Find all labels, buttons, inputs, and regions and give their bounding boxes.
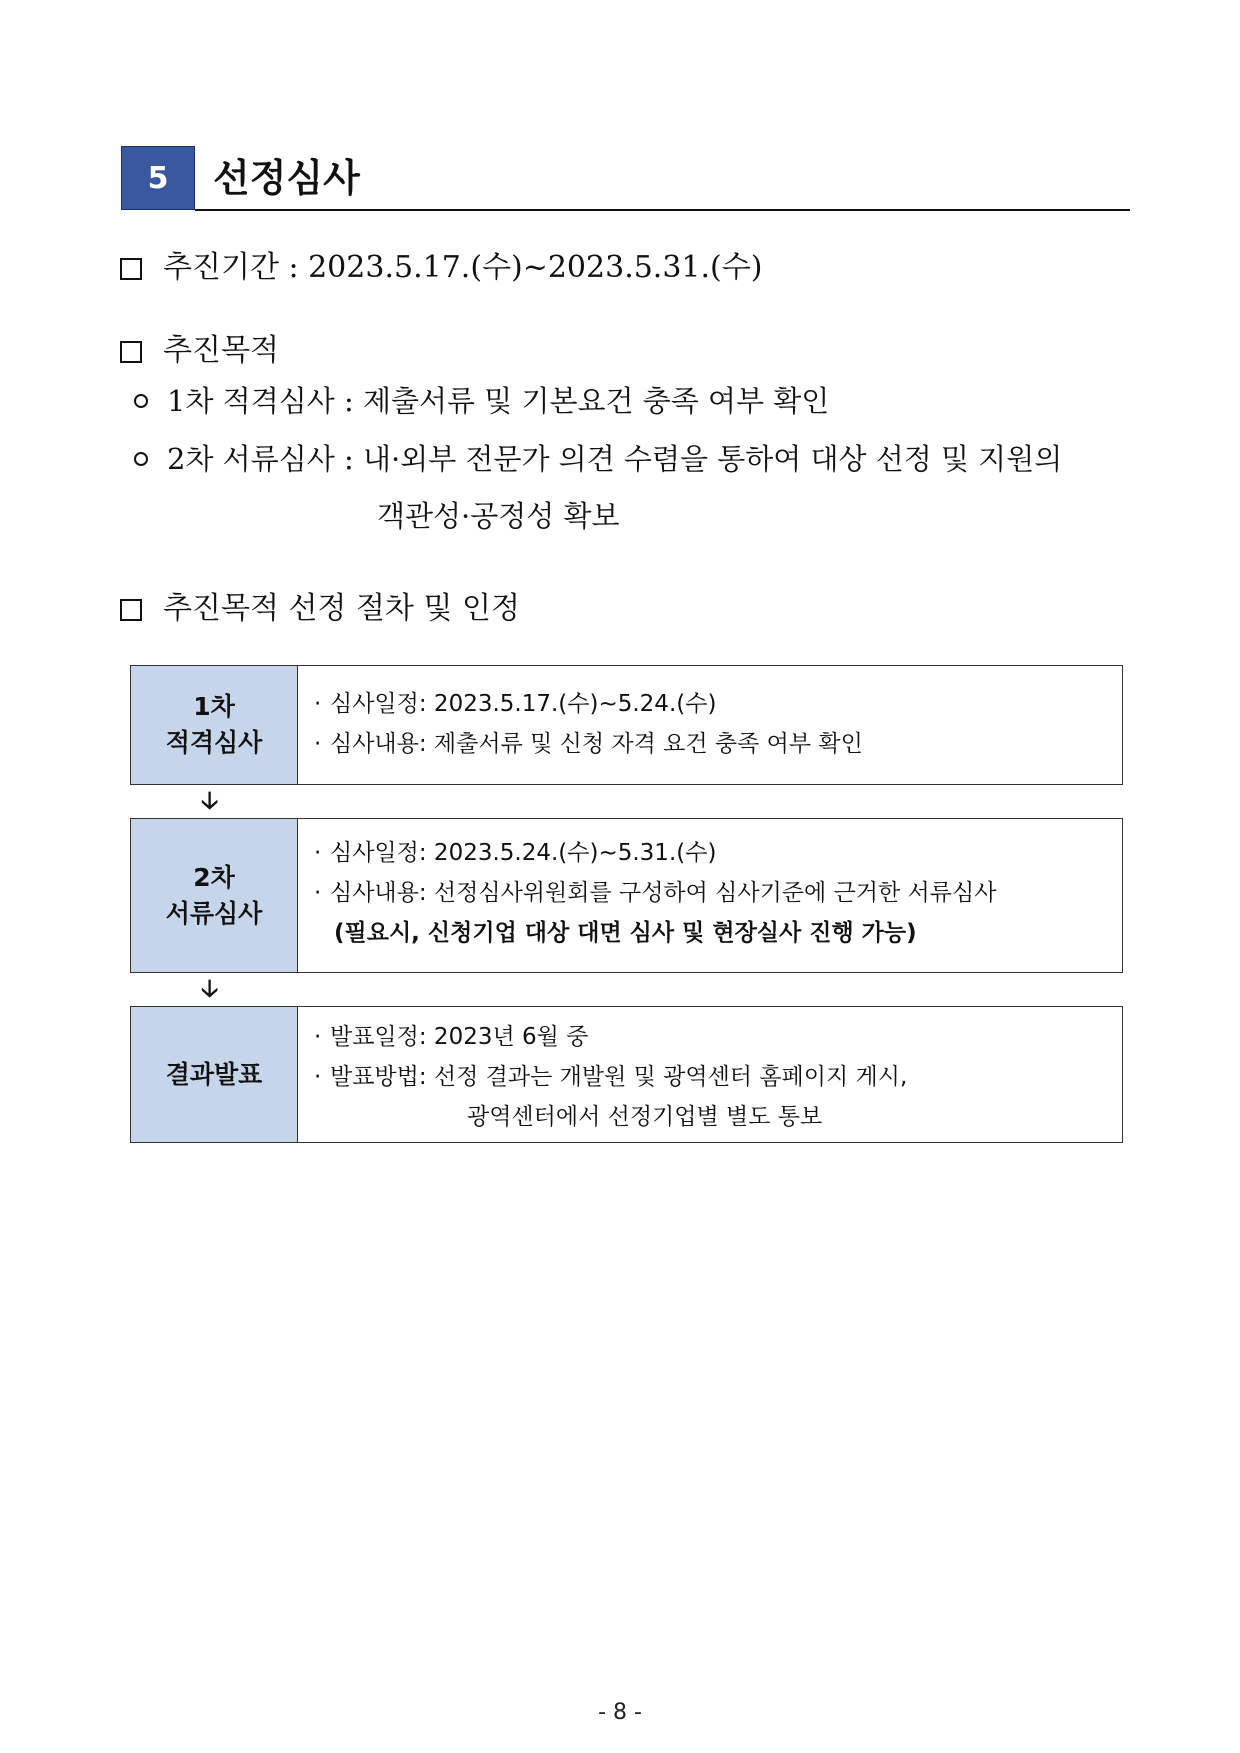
checkbox-square-icon [120,341,142,363]
section-divider [195,209,1130,211]
checkbox-square-icon [120,599,142,621]
purpose-item-2-continuation: 객관성·공정성 확보 [377,499,620,533]
process-step-2 [130,818,1123,973]
step-2-label [131,819,298,972]
step-2-label-line2: 서류심사 [165,898,263,928]
procedure-heading: 추진목적 선정 절차 및 인정 [163,591,520,626]
process-step-1 [130,665,1123,785]
step-1-content: 심사내용: 제출서류 및 신청 자격 요건 충족 여부 확인 [330,731,863,757]
bullet-dot: · [314,691,322,717]
page-number: - 8 - [598,1700,642,1725]
section-title: 선정심사 [213,156,360,200]
circle-bullet-icon [134,452,148,466]
bullet-dot: · [314,880,322,906]
bullet-dot: · [314,731,322,757]
step-3-label: 결과발표 [131,1007,298,1142]
purpose-item-1: 1차 적격심사 : 제출서류 및 기본요건 충족 여부 확인 [167,384,830,418]
down-arrow-icon: 🡣 [201,786,219,814]
step-2-content: 심사내용: 선정심사위원회를 구성하여 심사기준에 근거한 서류심사 [330,880,997,906]
section-number: 5 [121,146,195,210]
step-3-method: 발표방법: 선정 결과는 개발원 및 광역센터 홈페이지 게시, [330,1064,908,1090]
step-3-schedule: 발표일정: 2023년 6월 중 [330,1024,589,1050]
purpose-heading: 추진목적 [163,333,279,368]
bullet-dot: · [314,840,322,866]
step-3-method-continuation: 광역센터에서 선정기업별 별도 통보 [467,1104,823,1130]
bullet-dot: · [314,1024,322,1050]
step-2-label-line1: 2차 [193,862,235,892]
period-text: 추진기간 : 2023.5.17.(수)~2023.5.31.(수) [163,250,763,285]
step-1-label [131,666,298,784]
step-1-label-line1: 1차 [193,692,235,721]
purpose-item-2: 2차 서류심사 : 내·외부 전문가 의견 수렴을 통하여 대상 선정 및 지원의 [167,442,1063,476]
process-step-3 [130,1006,1123,1143]
down-arrow-icon: 🡣 [201,974,219,1002]
step-1-schedule: 심사일정: 2023.5.17.(수)~5.24.(수) [330,691,717,717]
step-2-schedule: 심사일정: 2023.5.24.(수)~5.31.(수) [330,840,717,866]
checkbox-square-icon [120,258,142,280]
circle-bullet-icon [134,394,148,408]
step-2-note: (필요시, 신청기업 대상 대면 심사 및 현장실사 진행 가능) [334,920,917,946]
step-1-label-line2: 적격심사 [165,728,263,757]
bullet-dot: · [314,1064,322,1090]
